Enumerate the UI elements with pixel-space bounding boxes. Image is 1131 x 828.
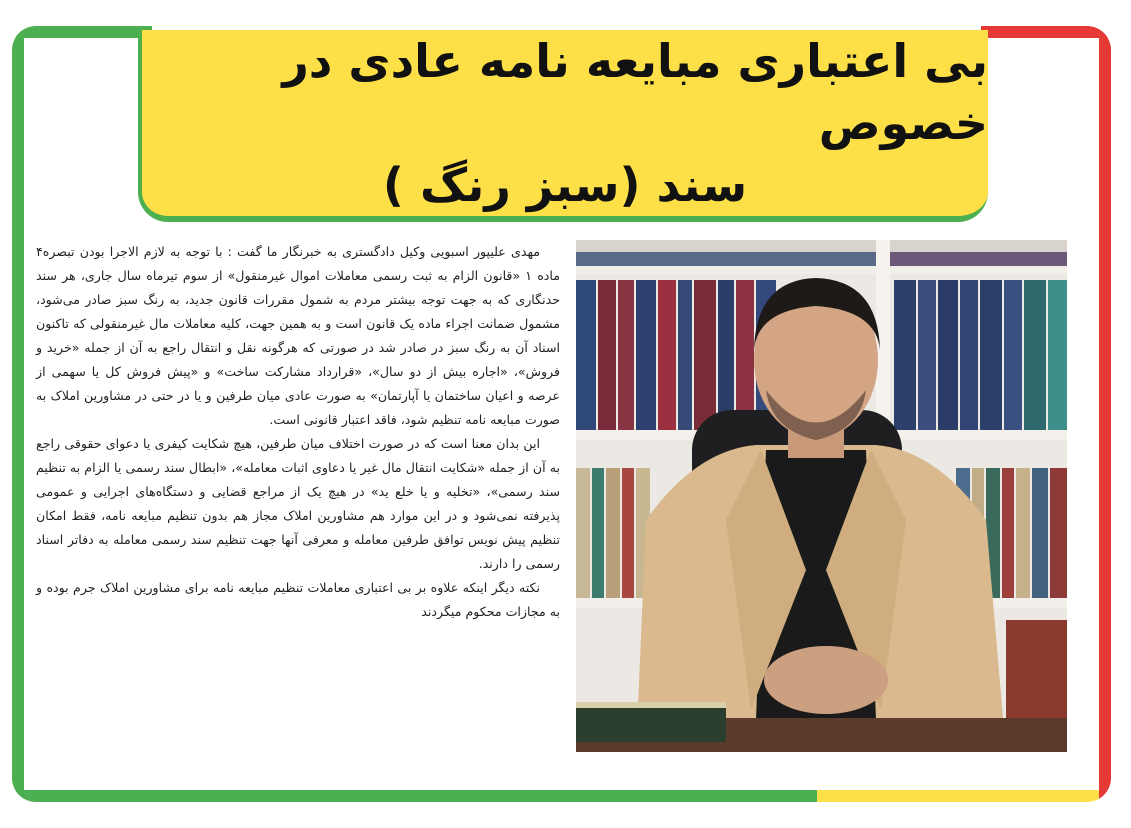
frame-border-red-right: [1099, 26, 1111, 802]
article-paragraph-3: نکته دیگر اینکه علاوه بر بی اعتباری معاملات تنظیم مبایعه نامه برای مشاورین املاک جرم بوده و به مجازات محکوم میگردند: [36, 580, 560, 619]
frame-border-green-bottom: [12, 790, 817, 802]
frame-border-red-top: [981, 26, 1111, 38]
bookshelf-top-row: [576, 252, 1067, 266]
headline-line-2: سند (سبز رنگ ): [382, 158, 748, 212]
portrait-illustration: [576, 240, 1067, 752]
article-body: [36, 240, 560, 624]
headline-line-1: بی اعتباری مبایعه نامه عادی در خصوص: [282, 34, 988, 150]
frame-border-yellow-bottom: [817, 790, 1099, 802]
lawyer-portrait-photo: [576, 240, 1067, 752]
frame-border-green-top: [12, 26, 152, 38]
frame-border-green-left: [12, 26, 24, 802]
article-paragraph-1: مهدی علیپور اسبویی وکیل دادگستری به خبرنگار ما گفت : با توجه به لازم الاجرا بودن تبصره۴ ماده ۱ «قانون الزام به ثبت رسمی معاملات اموال غیرمنقول» از سوم تیرماه سال جاری، هر سند حدنگاری که به جهت توجه بیشتر مردم به شمول مقررات قانون جدید، به رنگ سبز صادر می‌شود، مشمول ضمانت اجراء ماده یک قانون است و به همین جهت، کلیه معاملات مال غیرمنقولی که تاکنون اسناد آن به رنگ سبز در صادر شد در صورتی که هرگونه نقل و انتقال راجع به آن از جمله «خرید و فروش»، «اجاره بیش از دو سال»، «قرارداد مشارکت ساخت» و «پیش فروش کل یا سهمی از عرصه و اعیان ساختمان یا آپارتمان» به صورت عادی میان طرفین و یا در حتی در مشاورین املاک به صورت مبایعه نامه تنظیم شود، فاقد اعتبار قانونی است.: [36, 244, 560, 427]
article-paragraph-2: این بدان معنا است که در صورت اختلاف میان طرفین، هیچ شکایت کیفری یا دعوای حقوقی راجع به آن از جمله «شکایت انتقال مال غیر یا دعاوی اثبات معامله»، «ابطال سند رسمی یا الزام به تنظیم سند رسمی»، «تخلیه و یا خلع ید» در هیچ یک از مراجع قضایی و دستگاه‌های اجرایی و عمومی پذیرفته نمی‌شود و در این موارد هم مشاورین املاک مجاز هم بدون تنظیم مبایعه نامه، فقط امکان تنظیم پیش نویس توافق طرفین معامله و معرفی آنها جهت تنظیم سند رسمی معامله به دفاتر اسناد رسمی را دارند.: [36, 436, 560, 571]
headline-box: [138, 30, 988, 222]
